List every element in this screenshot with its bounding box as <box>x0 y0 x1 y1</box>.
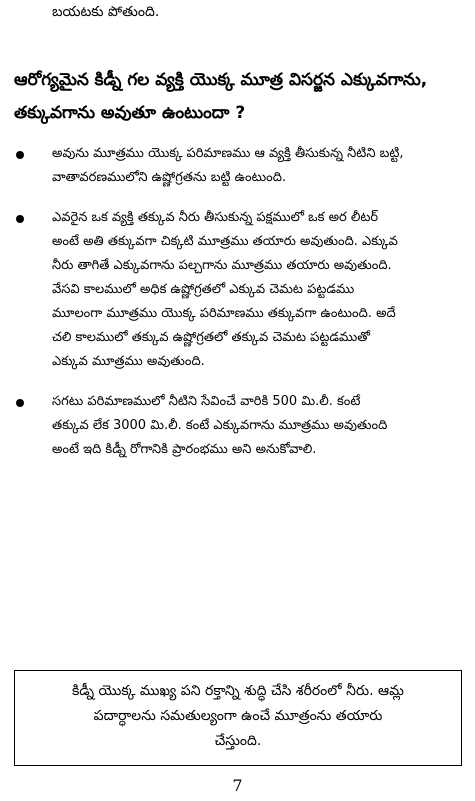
answer-bullet-list <box>14 142 462 478</box>
bullet-item <box>14 206 462 374</box>
bullet-line: వేసవి కాలములో అధిక ఉష్ణోగ్రతలో ఎక్కువ చెమట పట్టడము <box>52 282 355 297</box>
bullet-line: అంటే ఇది కిడ్నీ రోగానికి ప్రారంభము అని అనుకోవాలి. <box>52 442 317 457</box>
box-line: పదార్ధాలను సమతుల్యంగా ఉంచే మూత్రంను తయారు <box>93 708 383 724</box>
heading-line: ఆరోగ్యమైన కిడ్నీ గల వ్యక్తి యొక్క మూత్ర విసర్జన ఎక్కువగాను, <box>14 70 428 90</box>
bullet-line: అంటే అతి తక్కువగా చిక్కటి మూత్రము తయారు అవుతుంది. ఎక్కువ <box>52 234 398 249</box>
box-line: చేస్తుంది. <box>214 733 262 749</box>
continuation-text: బయటకు పోతుంది. <box>52 4 160 20</box>
bullet-line: తక్కువ లేక 3000 మి.లీ. కంటే ఎక్కువగాను మూత్రము అవుతుంది <box>52 418 388 433</box>
bullet-line: అవును మూత్రము యొక్క పరిమాణము ఆ వ్యక్తి తీసుకున్న నీటిని బట్టి, <box>52 146 404 161</box>
bullet-dot-icon <box>16 151 24 159</box>
bullet-line: మూలంగా మూత్రము యొక్క పరిమాణము తక్కువగా ఉంటుంది. అదే <box>52 306 396 321</box>
bullet-line: వాతావరణములోని ఉష్ణోగ్రతను బట్టి ఉంటుంది. <box>52 170 287 185</box>
bullet-line: చలి కాలములో తక్కువ ఉష్ణోగ్రతలో తక్కువ చెమట పట్టడముతో <box>52 330 370 345</box>
question-heading <box>14 64 462 130</box>
page-number: 7 <box>232 776 243 795</box>
bullet-item <box>14 142 462 190</box>
box-line: కిడ్నీ యొక్క ముఖ్య పని రక్తాన్ని శుద్ధి చేసి శరీరంలో నీరు. ఆమ్ల <box>72 683 404 699</box>
bullet-line: ఎక్కువ మూత్రము అవుతుంది. <box>52 354 205 369</box>
bullet-dot-icon <box>16 215 24 223</box>
highlight-box <box>14 670 462 766</box>
bullet-dot-icon <box>16 399 24 407</box>
bullet-item <box>14 390 462 462</box>
bullet-line: నీరు తాగితే ఎక్కువగాను పల్చగాను మూత్రము తయారు అవుతుంది. <box>52 258 392 273</box>
bullet-line: ఎవరైన ఒక వ్యక్తి తక్కువ నీరు తీసుకున్న పక్షములో ఒక అర లీటర్ <box>52 210 379 225</box>
heading-line: తక్కువగాను అవుతూ ఉంటుందా ? <box>14 103 246 123</box>
bullet-line: సగటు పరిమాణములో నీటిని సేవించే వారికి 500 మి.లీ. కంటే <box>52 394 361 409</box>
